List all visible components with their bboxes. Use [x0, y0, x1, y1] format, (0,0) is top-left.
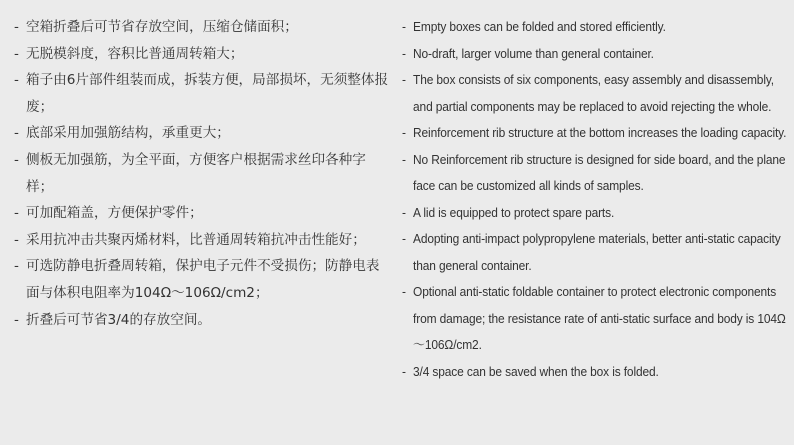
feature-text: 采用抗冲击共聚丙烯材料，比普通周转箱抗冲击性能好； — [26, 231, 366, 248]
bullet-dash: - — [14, 205, 19, 222]
list-item — [402, 41, 793, 68]
bullet-dash: - — [402, 363, 406, 379]
feature-text: 可选防静电折叠周转箱，保护电子元件不受损伤；防静电表面与体积电阻率为104Ω～106Ω/cm2； — [26, 258, 380, 301]
feature-text: 无脱模斜度，容积比普通周转箱大； — [26, 45, 244, 62]
bullet-dash: - — [14, 231, 19, 248]
bullet-dash: - — [402, 19, 406, 34]
bullet-dash: - — [402, 45, 406, 61]
feature-text: Adopting anti-impact polypropylene materials, better anti-static capacity than general container. — [413, 231, 781, 273]
bullet-dash: - — [14, 125, 19, 142]
feature-text: 3/4 space can be saved when the box is folded. — [413, 363, 659, 379]
bullet-dash: - — [402, 125, 406, 140]
list-item — [402, 200, 793, 227]
bullet-dash: - — [14, 311, 19, 328]
feature-text: 空箱折叠后可节省存放空间，压缩仓储面积； — [26, 19, 298, 35]
bullet-dash: - — [402, 151, 406, 167]
feature-text: Empty boxes can be folded and stored efficiently. — [413, 19, 666, 34]
list-item — [402, 359, 793, 386]
list-item — [14, 41, 389, 68]
list-item — [402, 279, 793, 359]
feature-text: 箱子由6片部件组装而成，拆装方便，局部损坏，无须整体报废； — [26, 72, 389, 115]
feature-text: 侧板无加强筋，为全平面，方便客户根据需求丝印各种字样； — [26, 151, 366, 195]
list-item — [14, 120, 389, 147]
feature-text: Reinforcement rib structure at the bottom increases the loading capacity. — [413, 125, 787, 140]
bullet-dash: - — [14, 19, 19, 35]
chinese-feature-list — [14, 14, 389, 333]
bullet-dash: - — [402, 204, 406, 220]
list-item — [402, 67, 793, 120]
feature-text: A lid is equipped to protect spare parts. — [413, 204, 615, 220]
list-item — [402, 120, 793, 147]
bullet-dash: - — [402, 231, 406, 246]
bullet-dash: - — [14, 258, 19, 275]
bullet-dash: - — [14, 72, 19, 89]
list-item — [14, 307, 389, 334]
feature-text: The box consists of six components, easy assembly and disassembly, and partial components may be replaced to avoid rejecting the whole. — [413, 72, 774, 114]
bullet-dash: - — [402, 284, 406, 299]
list-item — [14, 147, 389, 200]
list-item — [14, 67, 389, 120]
feature-text: No Reinforcement rib structure is designed for side board, and the plane face can be customized all kinds of samples. — [413, 151, 786, 193]
feature-text: Optional anti-static foldable container to protect electronic components from damage; the resistance rate of anti-static surface and body is 104Ω～106Ω/cm2. — [413, 284, 786, 352]
list-item — [14, 253, 389, 306]
feature-text: 底部采用加强筋结构，承重更大； — [26, 125, 230, 142]
english-feature-list — [402, 14, 787, 385]
feature-text: 折叠后可节省3/4的存放空间。 — [26, 311, 212, 328]
list-item — [402, 147, 793, 200]
list-item — [14, 227, 389, 254]
list-item — [402, 14, 793, 41]
bullet-dash: - — [14, 45, 19, 62]
feature-text: 可加配箱盖，方便保护零件； — [26, 205, 203, 222]
list-item — [402, 226, 793, 279]
feature-text: No-draft, larger volume than general container. — [413, 45, 654, 61]
list-item — [14, 200, 389, 227]
bullet-dash: - — [14, 151, 19, 168]
bullet-dash: - — [402, 72, 406, 87]
list-item — [14, 14, 389, 41]
